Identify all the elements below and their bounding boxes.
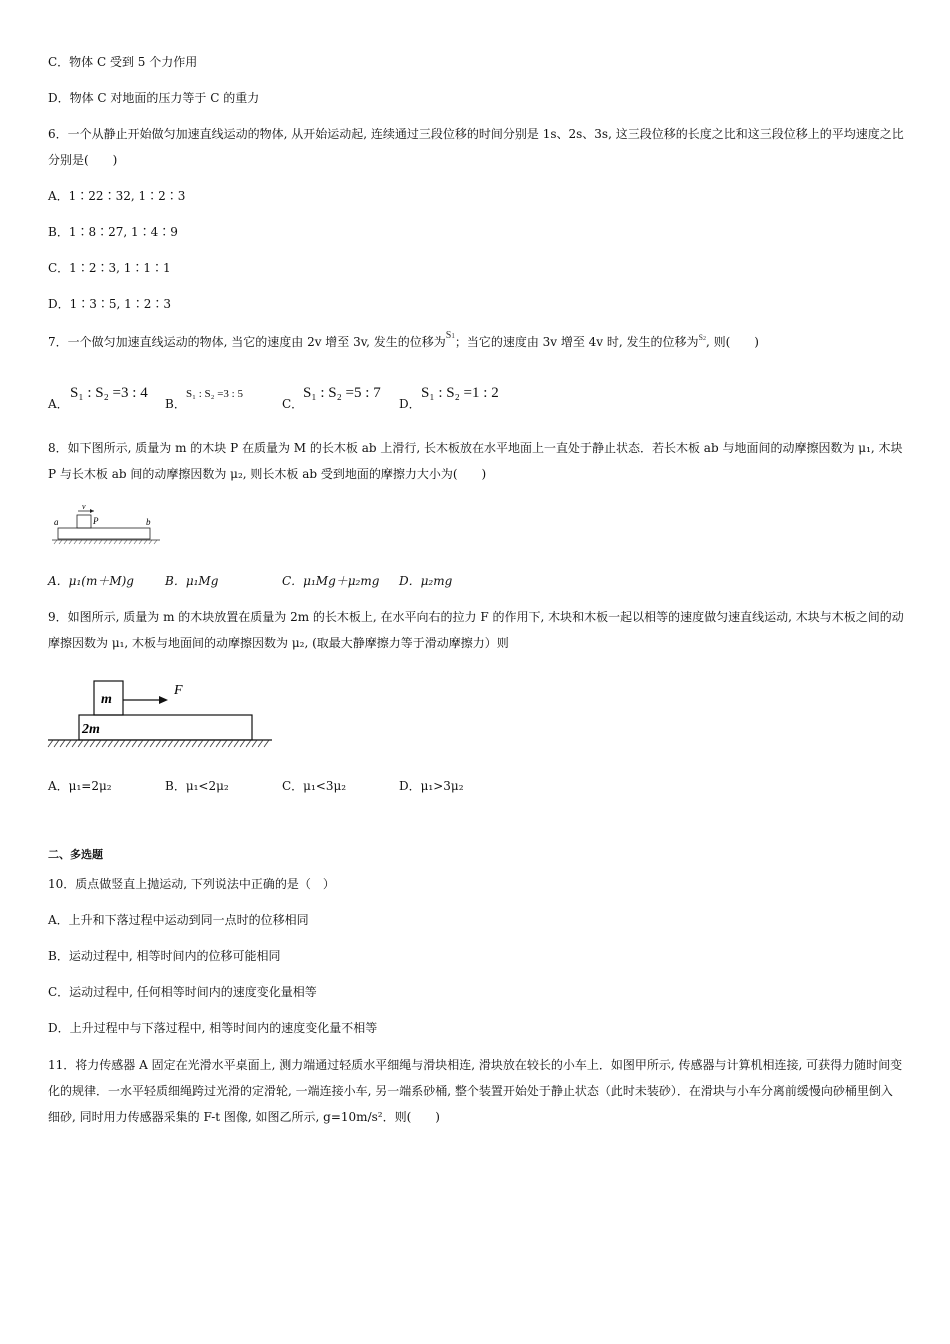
q7-option-c-math: S₁ : S₂ =5 : 7 — [303, 385, 381, 401]
q11-stem: 11．将力传感器 A 固定在光滑水平桌面上, 测力端通过轻质水平细绳与滑块相连, 滑块放在较长的小车上．如图甲所示, 传感器与计算机相连接, 可获得力随时间变化的规律．一水平轻质细绳跨过光滑的定滑轮, 一端连接小车, 另一端系砂桶, 整个装置开始处于静止状态（此时未装砂）．在滑块与小车分离前缓慢向砂桶里倒入细砂, 同时用力传感器采集的 F-t 图像, 如图乙所示, g=10m/s²．则( ) — [48, 1058, 903, 1124]
q7-option-b-label: B． — [165, 397, 186, 411]
q9-stem: 9．如图所示, 质量为 m 的木块放置在质量为 2m 的长木板上, 在水平向右的拉力 F 的作用下, 木块和木板一起以相等的速度做匀速直线运动, 木块与木板之间的动摩擦因数为 μ₁, 木板与地面间的动摩擦因数为 μ₂, (取最大静摩擦力等于滑动摩擦力）则 — [48, 610, 904, 650]
q9-fig-force-arrowhead — [159, 696, 168, 704]
q9-option-d: D．μ₁>3μ₂ — [399, 779, 464, 793]
q8-fig-label-p: P — [93, 516, 99, 526]
q7-option-c-label: C． — [282, 397, 304, 411]
q8-fig-velocity-arrowhead — [90, 509, 94, 513]
q8-fig-label-a: a — [54, 517, 59, 527]
q8-fig-velocity-label: v — [82, 502, 86, 511]
q10-option-d: D．上升过程中与下落过程中, 相等时间内的速度变化量不相等 — [48, 1021, 378, 1035]
q9-option-a: A．μ₁=2μ₂ — [48, 779, 112, 793]
q7-stem-part3: , 则( ) — [705, 335, 759, 349]
q6-option-d: D．1∶3∶5, 1∶2∶3 — [48, 297, 172, 311]
q7-stem-part1: 7．一个做匀加速直线运动的物体, 当它的速度由 2v 增至 3v, 发生的位移为 — [48, 335, 446, 349]
q9-fig-label-2m: 2m — [82, 722, 100, 737]
q8-option-c: C．μ₁Mg＋μ₂mg — [282, 574, 380, 588]
q8-option-d: D．μ₂mg — [399, 574, 453, 588]
q9-option-b: B．μ₁<2μ₂ — [165, 779, 229, 793]
q7-stem — [48, 330, 759, 353]
q8-fig-ground-hatch — [54, 540, 157, 544]
q7-option-b-math: S₁ : S₂ =3 : 5 — [186, 388, 243, 400]
q9-fig-label-m: m — [101, 692, 112, 707]
q10-option-a: A．上升和下落过程中运动到同一点时的位移相同 — [48, 913, 309, 927]
q10-stem: 10．质点做竖直上抛运动, 下列说法中正确的是（ ） — [48, 877, 335, 891]
q7-s2-symbol: S2 — [698, 333, 706, 342]
q8-figure — [48, 500, 168, 550]
q6-stem: 6．一个从静止开始做匀加速直线运动的物体, 从开始运动起, 连续通过三段位移的时间分别是 1s、2s、3s, 这三段位移的长度之比和这三段位移上的平均速度之比分别是( ) — [48, 127, 904, 167]
q10-option-b: B．运动过程中, 相等时间内的位移可能相同 — [48, 949, 281, 963]
q9-option-c: C．μ₁<3μ₂ — [282, 779, 347, 793]
q6-option-c: C．1∶2∶3, 1∶1∶1 — [48, 261, 171, 275]
q7-option-a-math: S₁ : S₂ =3 : 4 — [70, 385, 148, 401]
q8-fig-block-p — [77, 515, 91, 528]
q7-option-a-label: A． — [48, 397, 69, 411]
q7-option-d-math: S₁ : S₂ =1 : 2 — [421, 385, 499, 401]
q9-fig-board-2m — [79, 715, 252, 740]
q7-stem-part2: ；当它的速度由 3v 增至 4v 时, 发生的位移为 — [454, 335, 699, 349]
q10-option-c: C．运动过程中, 任何相等时间内的速度变化量相等 — [48, 985, 317, 999]
q8-fig-board-ab — [58, 528, 150, 539]
q7-s1-symbol: S1 — [445, 330, 455, 341]
q7-option-d-label: D． — [399, 397, 421, 411]
q9-fig-ground-hatch — [48, 740, 269, 747]
q8-option-a: A．μ₁(m＋M)g — [48, 574, 134, 588]
q8-fig-label-b: b — [146, 517, 151, 527]
q9-figure — [46, 674, 276, 754]
q8-stem: 8．如下图所示, 质量为 m 的木块 P 在质量为 M 的长木板 ab 上滑行, 长木板放在水平地面上一直处于静止状态．若长木板 ab 与地面间的动摩擦因数为 μ₁, 木块 P 与长木板 ab 间的动摩擦因数为 μ₂, 则长木板 ab 受到地面的摩擦力大小为( ) — [48, 441, 903, 481]
q6-option-a: A．1∶22∶32, 1∶2∶3 — [48, 189, 186, 203]
q5-option-c: C．物体 C 受到 5 个力作用 — [48, 55, 198, 69]
section-title-multiple-choice: 二、多选题 — [48, 848, 103, 861]
q8-option-b: B．μ₁Mg — [165, 574, 219, 588]
q5-option-d: D．物体 C 对地面的压力等于 C 的重力 — [48, 91, 260, 105]
q9-fig-label-f: F — [174, 683, 183, 698]
q6-option-b: B．1∶8∶27, 1∶4∶9 — [48, 225, 178, 239]
